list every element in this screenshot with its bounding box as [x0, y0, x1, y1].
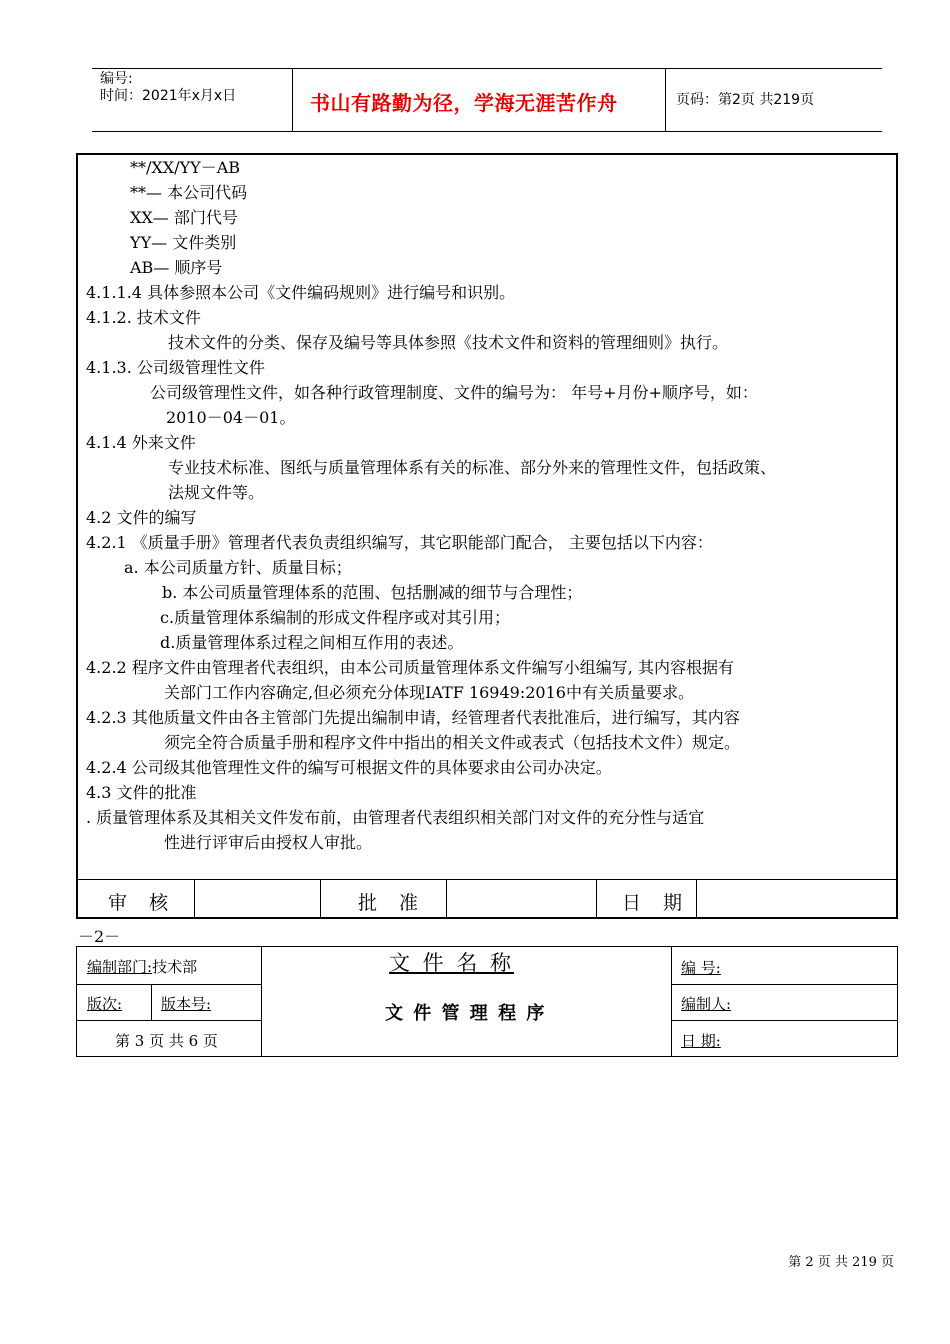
- document-info-table: [76, 946, 898, 1057]
- body-line: 须完全符合质量手册和程序文件中指出的相关文件或表式（包括技术文件）规定。: [164, 733, 741, 752]
- body-line: YY— 文件类别: [130, 233, 237, 252]
- body-line: 4.1.2. 技术文件: [86, 308, 201, 327]
- body-line: 4.2.4 公司级其他管理性文件的编写可根据文件的具体要求由公司办决定。: [86, 758, 612, 777]
- review-label: 审 核: [108, 892, 177, 914]
- body-line: **/XX/YY－AB: [130, 158, 241, 177]
- header-meta: [100, 71, 236, 105]
- body-line: 4.2.2 程序文件由管理者代表组织，由本公司质量管理体系文件编写小组编写, 其内容根据有: [86, 658, 734, 677]
- body-line: **— 本公司代码: [130, 183, 248, 202]
- header-divider: [665, 69, 666, 131]
- edition-label: 版次:: [87, 995, 123, 1013]
- dept-value: 技术部: [152, 958, 198, 976]
- header-number-label: 编号:: [100, 71, 133, 87]
- table-divider: [77, 984, 261, 985]
- body-line: 公司级管理性文件，如各种行政管理制度、文件的编号为： 年号+月份+顺序号，如：: [150, 383, 758, 402]
- signoff-row: [78, 879, 896, 918]
- body-line: a. 本公司质量方针、质量目标；: [124, 558, 352, 577]
- signoff-divider: [696, 880, 697, 918]
- signoff-divider: [194, 880, 195, 918]
- number-label: 编 号:: [681, 959, 721, 977]
- header-divider: [292, 69, 293, 131]
- body-line: 技术文件的分类、保存及编号等具体参照《技术文件和资料的管理细则》执行。: [168, 333, 729, 352]
- body-line: 4.2.3 其他质量文件由各主管部门先提出编制申请，经管理者代表批准后，进行编写，其内容: [86, 708, 740, 727]
- file-name-heading: 文 件 名 称: [389, 951, 515, 975]
- body-line: XX— 部门代号: [130, 208, 238, 227]
- body-line: 法规文件等。: [168, 483, 265, 502]
- body-line: 关部门工作内容确定,但必须充分体现IATF 16949:2016中有关质量要求。: [164, 683, 694, 702]
- file-name: 文 件 管 理 程 序: [385, 1003, 547, 1024]
- table-divider: [671, 984, 897, 985]
- page-header: [92, 68, 882, 132]
- body-line: 4.2 文件的编写: [86, 508, 197, 527]
- header-slogan: 书山有路勤为径，学海无涯苦作舟: [310, 91, 618, 115]
- date-field-label: 日 期:: [681, 1032, 721, 1050]
- body-line: 4.1.3. 公司级管理性文件: [86, 358, 265, 377]
- date-label: 日 期: [622, 892, 691, 914]
- signoff-divider: [320, 880, 321, 918]
- document-body-box: [76, 153, 898, 919]
- table-divider: [671, 947, 672, 1056]
- body-line: d.质量管理体系过程之间相互作用的表述。: [160, 633, 464, 652]
- page-count: 第 3 页 共 6 页: [115, 1032, 218, 1050]
- body-line: 2010－04－01。: [166, 408, 296, 427]
- page-footer: 第 2 页 共 219 页: [788, 1255, 894, 1270]
- body-line: 4.1.1.4 具体参照本公司《文件编码规则》进行编号和识别。: [86, 283, 516, 302]
- body-line: AB— 顺序号: [130, 258, 223, 277]
- table-divider: [261, 947, 262, 1056]
- table-divider: [151, 984, 152, 1020]
- body-line: 4.3 文件的批准: [86, 783, 197, 802]
- body-line: 专业技术标准、图纸与质量管理体系有关的标准、部分外来的管理性文件，包括政策、: [168, 458, 777, 477]
- header-time-label: 时间：2021年x月x日: [100, 88, 237, 104]
- approve-label: 批 准: [358, 892, 427, 914]
- signoff-divider: [596, 880, 597, 918]
- body-line: 4.1.4 外来文件: [86, 433, 196, 452]
- table-divider: [77, 1020, 261, 1021]
- signoff-divider: [446, 880, 447, 918]
- version-label: 版本号:: [161, 995, 212, 1013]
- body-line: . 质量管理体系及其相关文件发布前，由管理者代表组织相关部门对文件的充分性与适宜: [86, 808, 705, 827]
- body-line: 性进行评审后由授权人审批。: [164, 833, 373, 852]
- author-label: 编制人:: [681, 995, 732, 1013]
- body-line: b. 本公司质量管理体系的范围、包括删减的细节与合理性；: [162, 583, 583, 602]
- header-page-label: 页码：第2页 共219页: [676, 92, 815, 108]
- dept-label: 编制部门:: [87, 958, 153, 976]
- body-line: 4.2.1 《质量手册》管理者代表负责组织编写，其它职能部门配合， 主要包括以下内容：: [86, 533, 713, 552]
- table-divider: [671, 1020, 897, 1021]
- page-number-mark: －2－: [78, 927, 121, 946]
- body-line: c.质量管理体系编制的形成文件程序或对其引用；: [160, 608, 511, 627]
